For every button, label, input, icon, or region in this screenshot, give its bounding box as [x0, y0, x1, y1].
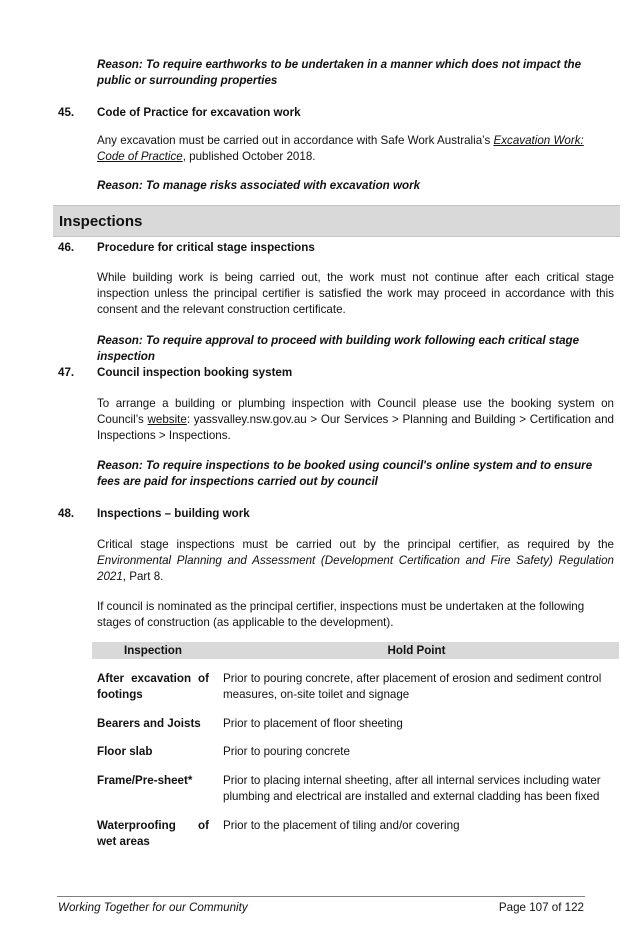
clause-47-text-after: : yassvalley.nsw.gov.au > Our Services > Planning and Building > Certification and Inspections > Inspections.	[97, 413, 614, 442]
section-header-bar	[53, 205, 620, 237]
inspection-table-header	[92, 642, 619, 659]
footer-slogan: Working Together for our Community	[58, 901, 248, 914]
table-row-3-hold-point: Prior to pouring concrete	[223, 745, 350, 758]
clause-48-text-1-after: , Part 8.	[122, 570, 164, 583]
clause-46-number: 46.	[58, 241, 75, 254]
footer-page-number: Page 107 of 122	[498, 901, 584, 914]
clause-45-number: 45.	[58, 106, 75, 119]
clause-46-title: Procedure for critical stage inspections	[97, 241, 315, 254]
clause-48-text-1-before: Critical stage inspections must be carried out by the principal certifier, as required by the	[97, 538, 614, 551]
clause-47-text	[97, 396, 614, 444]
clause-47-text-before: To arrange a building or plumbing inspection with Council please use the booking system on Council’s	[97, 397, 614, 426]
clause-45-reason: Reason: To manage risks associated with excavation work	[97, 179, 421, 192]
header-inspection: Inspection	[124, 644, 182, 657]
regulation-title: Environmental Planning and Assessment (Development Certification and Fire Safety) Regulation 2021	[97, 554, 614, 583]
clause-46-reason: Reason: To require approval to proceed with building work following each critical stage inspection	[97, 334, 580, 363]
clause-48-number: 48.	[58, 507, 75, 520]
earthworks-reason: Reason: To require earthworks to be undertaken in a manner which does not impact the public or surrounding properties	[97, 58, 582, 87]
table-row-5-hold-point: Prior to the placement of tiling and/or covering	[223, 819, 460, 832]
clause-45-text-after: , published October 2018.	[182, 150, 316, 163]
clause-48-text-1	[97, 537, 614, 585]
clause-47-title: Council inspection booking system	[97, 366, 293, 379]
section-title: Inspections	[59, 213, 143, 230]
table-row-1-inspection: After excavation of footings	[97, 672, 209, 701]
table-row-2-inspection: Bearers and Joists	[97, 717, 201, 730]
excavation-code-link[interactable]: Excavation Work: Code of Practice	[97, 134, 584, 163]
website-link[interactable]: website	[147, 413, 187, 426]
clause-46-text: While building work is being carried out, the work must not continue after each critical stage inspection unless the principal certifier is satisfied the work may proceed in accordance with this consent and the relevant construction certificate.	[97, 271, 614, 316]
table-row-5-inspection: Waterproofing of wet areas	[97, 819, 209, 848]
table-row-4-inspection: Frame/Pre-sheet*	[97, 774, 193, 787]
table-row-1-hold-point: Prior to pouring concrete, after placement of erosion and sediment control measures, on-site toilet and signage	[223, 672, 602, 701]
clause-45-title: Code of Practice for excavation work	[97, 106, 301, 119]
table-row-4-hold-point: Prior to placing internal sheeting, after all internal services including water plumbing and electrical are installed and external cladding has been fixed	[223, 774, 601, 803]
clause-45-text	[97, 133, 614, 165]
clause-47-reason: Reason: To require inspections to be booked using council's online system and to ensure fees are paid for inspections carried out by council	[97, 459, 593, 488]
table-row-2-hold-point: Prior to placement of floor sheeting	[223, 717, 403, 730]
clause-47-number: 47.	[58, 366, 75, 379]
clause-48-text-2: If council is nominated as the principal certifier, inspections must be undertaken at the following stages of construction (as applicable to the development).	[97, 600, 585, 629]
footer-divider	[57, 896, 585, 897]
table-row-3-inspection: Floor slab	[97, 745, 153, 758]
header-hold-point: Hold Point	[387, 644, 446, 657]
clause-48-title: Inspections – building work	[97, 507, 250, 520]
clause-45-text-before: Any excavation must be carried out in accordance with Safe Work Australia’s	[97, 134, 494, 147]
